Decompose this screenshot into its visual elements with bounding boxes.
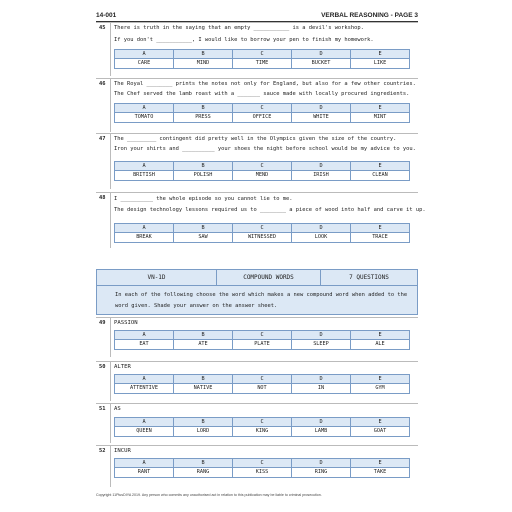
option-c[interactable]: PLATE	[233, 340, 292, 349]
option-letter: C	[233, 459, 292, 467]
divider	[110, 362, 111, 401]
option-a[interactable]: CARE	[115, 59, 174, 68]
option-letter: B	[174, 331, 233, 339]
option-a[interactable]: TOMATO	[115, 113, 174, 122]
option-d[interactable]: IN	[292, 384, 351, 393]
option-letter: E	[378, 105, 382, 111]
option-letter: C	[233, 375, 292, 383]
option-b[interactable]: RANG	[174, 468, 233, 477]
section-title-row	[97, 270, 417, 286]
divider	[110, 193, 111, 248]
option-e[interactable]: GYM	[375, 385, 385, 391]
option-letter: D	[292, 418, 351, 426]
question-line-1: I __________ the whole episode so you cannot lie to me.	[114, 196, 293, 202]
option-e[interactable]: CLEAN	[372, 172, 388, 178]
option-d[interactable]: LAMB	[292, 427, 351, 436]
divider	[110, 318, 111, 357]
option-letter: B	[174, 162, 233, 170]
stem-word: INCUR	[114, 448, 131, 454]
options-table	[114, 374, 410, 394]
question-52	[96, 445, 418, 487]
option-c[interactable]: TIME	[233, 59, 292, 68]
option-letter: E	[378, 376, 382, 382]
option-letter: B	[174, 418, 233, 426]
question-number: 50	[99, 364, 106, 370]
option-letter: B	[174, 50, 233, 58]
option-c[interactable]: KING	[233, 427, 292, 436]
option-d[interactable]: SLEEP	[292, 340, 351, 349]
divider	[110, 446, 111, 487]
option-letter: E	[378, 51, 382, 57]
question-line-2: Iron your shirts and __________ your shoes the night before school would be my advice to you.	[114, 146, 416, 152]
question-number: 51	[99, 406, 106, 412]
option-d[interactable]: WHITE	[292, 113, 351, 122]
option-letter: D	[292, 50, 351, 58]
option-c[interactable]: KISS	[233, 468, 292, 477]
option-letter: A	[115, 162, 174, 170]
option-c[interactable]: WITNESSED	[233, 233, 292, 242]
question-49	[96, 317, 418, 357]
option-d[interactable]: IRISH	[292, 171, 351, 180]
option-b[interactable]: NATIVE	[174, 384, 233, 393]
option-a[interactable]: BREAK	[115, 233, 174, 242]
option-letter: D	[292, 162, 351, 170]
option-e[interactable]: TAKE	[373, 469, 387, 475]
options-table	[114, 161, 410, 181]
question-46	[96, 78, 418, 132]
option-letter: C	[233, 162, 292, 170]
section-count: 7 QUESTIONS	[349, 274, 389, 281]
question-number: 48	[99, 195, 106, 201]
option-e[interactable]: LIKE	[373, 60, 387, 66]
question-number: 52	[99, 448, 106, 454]
option-b[interactable]: SAW	[174, 233, 233, 242]
option-letter: D	[292, 104, 351, 112]
options-table	[114, 223, 410, 243]
option-e[interactable]: GOAT	[373, 428, 387, 434]
question-50	[96, 361, 418, 401]
option-letter: E	[378, 163, 382, 169]
question-line-2: The Chef served the lamb roast with a _______ sauce made with locally procured ingredients.	[114, 91, 410, 97]
instructions-line-2: word given. Shade your answer on the answer sheet.	[115, 303, 278, 309]
option-e[interactable]: MINT	[373, 114, 387, 120]
divider	[110, 404, 111, 443]
option-letter: E	[378, 332, 382, 338]
option-letter: B	[174, 375, 233, 383]
option-letter: D	[292, 459, 351, 467]
option-letter: A	[115, 50, 174, 58]
page-title: VERBAL REASONING - PAGE 3	[321, 12, 418, 19]
option-a[interactable]: EAT	[115, 340, 174, 349]
question-51	[96, 403, 418, 443]
stem-word: PASSION	[114, 320, 138, 326]
section-header	[96, 269, 418, 315]
option-letter: B	[174, 224, 233, 232]
instructions-line-1: In each of the following choose the word which makes a new compound word when added to the	[115, 292, 408, 298]
question-line-1: The _________ contingent did pretty well in the Olympics given the size of the country.	[114, 136, 397, 142]
option-letter: D	[292, 224, 351, 232]
option-letter: A	[115, 224, 174, 232]
divider	[110, 79, 111, 132]
option-letter: C	[233, 418, 292, 426]
option-b[interactable]: LORD	[174, 427, 233, 436]
question-48	[96, 192, 426, 248]
stem-word: AS	[114, 406, 121, 412]
option-letter: A	[115, 331, 174, 339]
option-a[interactable]: BRITISH	[115, 171, 174, 180]
options-table	[114, 103, 410, 123]
option-d[interactable]: LOOK	[292, 233, 351, 242]
divider	[110, 23, 111, 76]
section-name: COMPOUND WORDS	[217, 270, 321, 285]
option-letter: E	[378, 225, 382, 231]
option-b[interactable]: ATE	[174, 340, 233, 349]
option-b[interactable]: MIND	[174, 59, 233, 68]
question-47	[96, 133, 418, 189]
option-c[interactable]: OFFICE	[233, 113, 292, 122]
copyright-footer: Copyright 11PlusDIYA 2019. Any person who commits any unauthorised act in relation to this publication may be liable to criminal prosecution.	[96, 493, 322, 497]
options-table	[114, 330, 410, 350]
options-table	[114, 49, 410, 69]
option-letter: C	[233, 50, 292, 58]
question-45	[96, 22, 418, 76]
question-number: 49	[99, 320, 106, 326]
option-d[interactable]: RING	[292, 468, 351, 477]
question-line-2: If you don't ___________, I would like to borrow your pen to finish my homework.	[114, 37, 374, 43]
option-letter: A	[115, 104, 174, 112]
option-b[interactable]: PRESS	[174, 113, 233, 122]
options-table	[114, 417, 410, 437]
question-line-1: The Royal ________ prints the notes not only for England, but also for a few other countries.	[114, 81, 416, 87]
option-a[interactable]: QUEEN	[115, 427, 174, 436]
question-line-2: The design technology lessons required us to ________ a piece of wood into half and carve it up.	[114, 207, 426, 213]
option-letter: A	[115, 418, 174, 426]
paper-code: 14-001	[96, 12, 117, 19]
option-a[interactable]: ATTENTIVE	[115, 384, 174, 393]
option-e[interactable]: ALE	[375, 341, 385, 347]
option-letter: A	[115, 375, 174, 383]
option-b[interactable]: POLISH	[174, 171, 233, 180]
divider	[110, 134, 111, 189]
option-a[interactable]: RANT	[115, 468, 174, 477]
option-letter: B	[174, 104, 233, 112]
option-letter: E	[378, 419, 382, 425]
option-letter: C	[233, 104, 292, 112]
option-c[interactable]: MEND	[233, 171, 292, 180]
option-letter: B	[174, 459, 233, 467]
option-letter: C	[233, 331, 292, 339]
question-number: 46	[99, 81, 106, 87]
options-table	[114, 458, 410, 478]
question-number: 45	[99, 25, 106, 31]
question-number: 47	[99, 136, 106, 142]
question-line-1: There is truth in the saying that an empty ___________ is a devil's workshop.	[114, 25, 364, 31]
option-e[interactable]: TRACE	[372, 234, 388, 240]
option-d[interactable]: BUCKET	[292, 59, 351, 68]
option-letter: A	[115, 459, 174, 467]
option-letter: E	[378, 460, 382, 466]
section-code: VN-1D	[97, 270, 217, 285]
option-letter: D	[292, 375, 351, 383]
option-letter: C	[233, 224, 292, 232]
stem-word: ALTER	[114, 364, 131, 370]
option-c[interactable]: NOT	[233, 384, 292, 393]
option-letter: D	[292, 331, 351, 339]
